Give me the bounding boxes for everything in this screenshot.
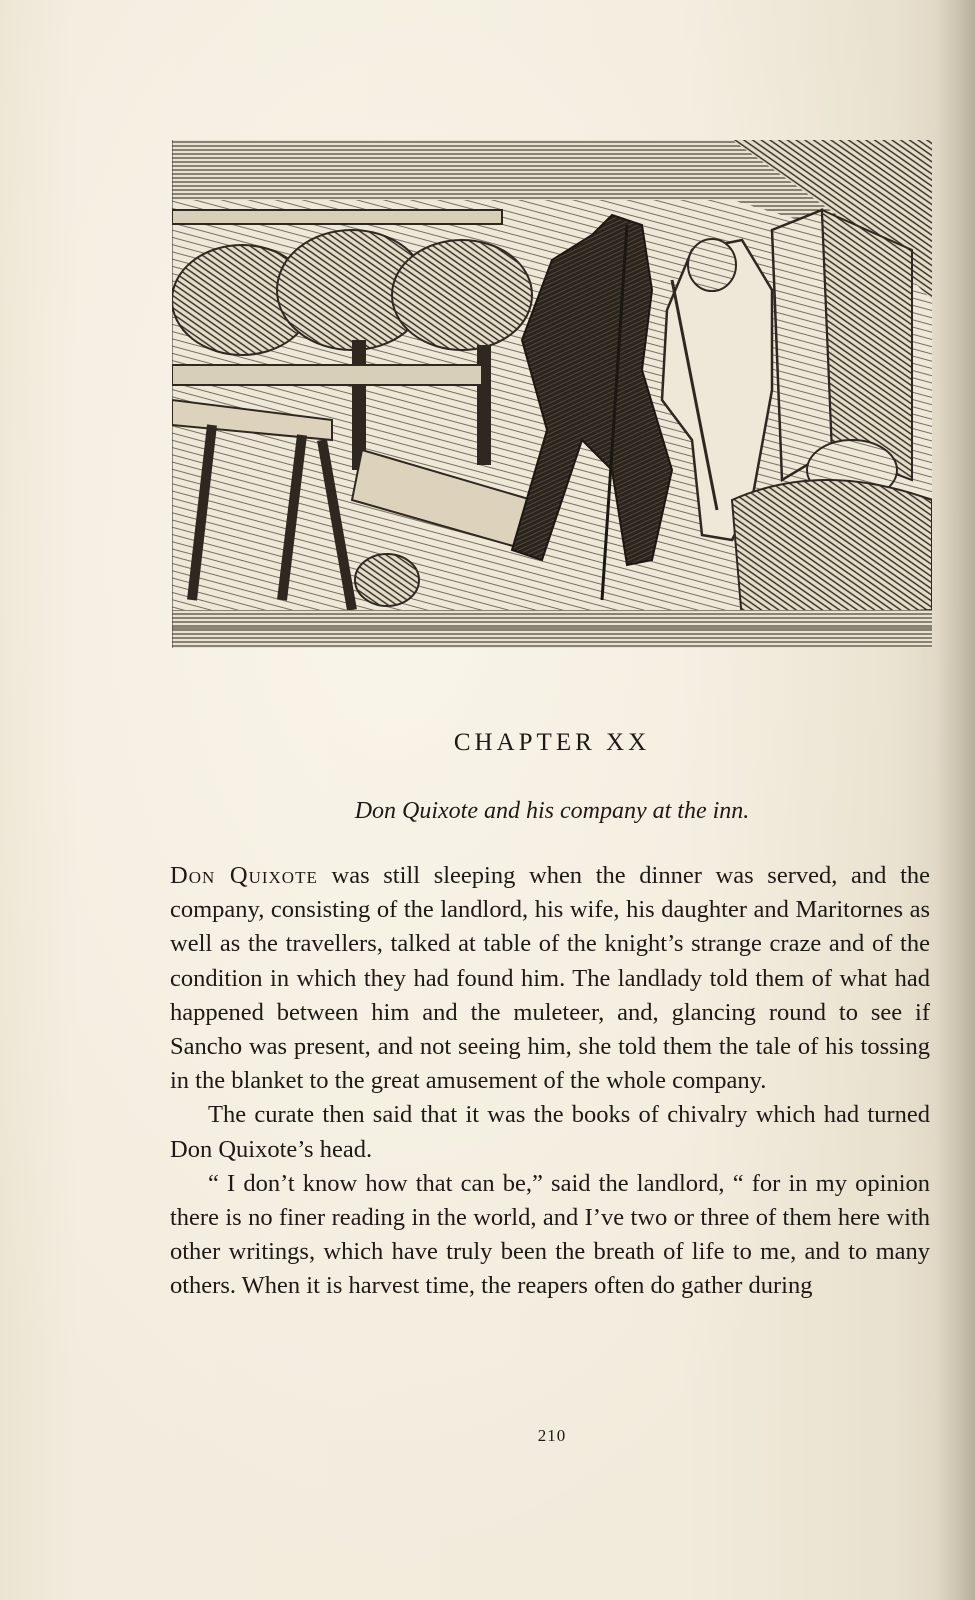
paragraph-1 [170, 859, 930, 1098]
engraving-illustration [172, 140, 932, 648]
body-text [170, 859, 930, 1304]
chapter-subtitle: Don Quixote and his company at the inn. [354, 798, 750, 824]
paragraph-2: The curate then said that it was the books of chivalry which had turned Don Quixote’s head. [170, 1101, 930, 1163]
paragraph-3: “ I don’t know how that can be,” said the landlord, “ for in my opinion there is no finer reading in the world, and I’ve two or three of them here with other writings, which have truly been the breath of life to me, and to many others. When it is harvest time, the reapers often do gather during [170, 1169, 930, 1300]
chapter-title: CHAPTER XX [453, 729, 651, 756]
spine-shadow [935, 0, 975, 1600]
engraving-icon [172, 140, 932, 648]
page-number: 210 [537, 1426, 567, 1445]
lead-in-small-caps: Don Quixote [170, 862, 318, 889]
paragraph-1-text: was still sleeping when the dinner was served, and the company, consisting of the landlord, his wife, his daughter and Maritornes as well as the travellers, talked at table of the knight’s strange craze and of the condition in which they had found him. The landlady told them of what had happened between him and the muleteer, and, glancing round to see if Sancho was present, and not seeing him, she told them the tale of his tossing in the blanket to the great amusement of the whole company. [170, 862, 930, 1095]
